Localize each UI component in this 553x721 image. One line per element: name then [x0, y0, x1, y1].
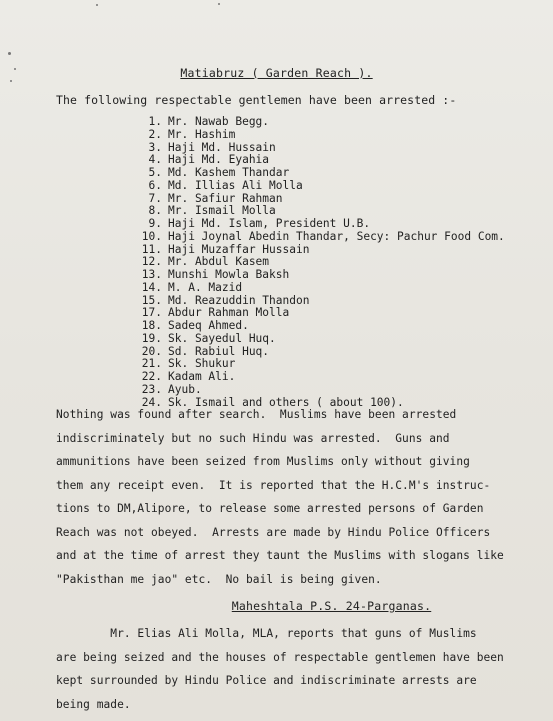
text-line: are being seized and the houses of respectable gentlemen have been: [56, 650, 504, 664]
paragraph-search-report: [56, 403, 546, 591]
text-line: "Pakisthan me jao" etc. No bail is being given.: [56, 572, 382, 586]
list-item-name: M. A. Mazid: [168, 280, 243, 294]
text-line: Reach was not obeyed. Arrests are made by Hindu Police Officers: [56, 525, 491, 539]
list-item-number: 11.: [141, 242, 162, 256]
list-item-number: 18.: [141, 319, 162, 332]
scan-speck: [96, 4, 98, 6]
list-item-number: 3.: [148, 140, 162, 154]
list-item-name: Haji Md. Islam, President U.B.: [168, 217, 371, 230]
text-line: tions to DM,Alipore, to release some arrested persons of Garden: [56, 502, 484, 515]
list-item-number: 13.: [141, 268, 162, 281]
list-item-number: 9.: [148, 217, 162, 230]
text-line: kept surrounded by Hindu Police and indiscriminate arrests are: [56, 674, 477, 687]
section-heading-maheshtala: Maheshtala P.S. 24-Parganas.: [231, 599, 432, 613]
list-item-name: Md. Kashem Thandar: [168, 166, 290, 179]
list-item-number: 8.: [148, 204, 162, 218]
list-item-name: Haji Md. Eyahia: [168, 153, 270, 167]
list-item-name: Sadeq Ahmed.: [168, 319, 249, 332]
list-item-number: 23.: [141, 382, 162, 396]
list-item-number: 24.: [141, 395, 162, 409]
list-item-name: Haji Joynal Abedin Thandar, Secy: Pachur Food Com.: [168, 229, 505, 243]
text-line: being made.: [56, 697, 131, 711]
list-item-number: 4.: [148, 153, 162, 167]
text-line: Nothing was found after search. Muslims have been arrested: [56, 408, 457, 421]
list-item-name: Mr. Abdul Kasem: [168, 255, 270, 269]
list-item-name: Mr. Hashim: [168, 127, 236, 141]
list-item-number: 1.: [148, 115, 162, 128]
list-item-name: Mr. Ismail Molla: [168, 204, 276, 218]
intro-text: The following respectable gentlemen have been arrested :-: [56, 93, 457, 107]
arrested-list: [140, 116, 505, 409]
list-item-number: 20.: [141, 344, 162, 358]
list-item-name: Sk. Shukur: [168, 357, 236, 371]
text-line: ammunitions have been seized from Muslims only without giving: [56, 455, 470, 468]
list-item-number: 21.: [141, 357, 162, 371]
list-item-name: Abdur Rahman Molla: [168, 306, 290, 320]
list-item-name: Sd. Rabiul Huq.: [168, 344, 270, 358]
list-item-number: 2.: [148, 127, 162, 141]
list-item-number: 17.: [141, 306, 162, 320]
list-item-name: Mr. Safiur Rahman: [168, 191, 283, 205]
paragraph-maheshtala-report: [56, 622, 546, 716]
list-item-name: Haji Md. Hussain: [168, 140, 276, 154]
list-item-number: 6.: [148, 178, 162, 192]
scan-speck: [8, 52, 11, 55]
list-item-name: Kadam Ali.: [168, 370, 236, 383]
list-item-name: Md. Illias Ali Molla: [168, 178, 303, 192]
list-item-number: 22.: [141, 370, 162, 383]
list-item-number: 5.: [148, 166, 162, 179]
section-heading-garden-reach: Matiabruz ( Garden Reach ).: [180, 66, 373, 80]
scan-speck: [10, 80, 12, 82]
list-item-number: 10.: [141, 229, 162, 243]
list-item-number: 7.: [148, 191, 162, 205]
list-item-number: 19.: [141, 331, 162, 345]
list-item-number: 15.: [141, 293, 162, 307]
list-item-name: Md. Reazuddin Thandon: [168, 293, 310, 307]
list-item-name: Mr. Nawab Begg.: [168, 115, 270, 128]
list-item-name: Sk. Sayedul Huq.: [168, 331, 276, 345]
list-item-name: Ayub.: [168, 382, 202, 396]
scan-speck: [218, 3, 220, 5]
list-item-name: Haji Muzaffar Hussain: [168, 242, 310, 256]
text-line: them any receipt even. It is reported that the H.C.M's instruc-: [56, 478, 491, 492]
list-item-number: 12.: [141, 255, 162, 269]
text-line: Mr. Elias Ali Molla, MLA, reports that guns of Muslims: [56, 627, 477, 640]
text-line: indiscriminately but no such Hindu was arrested. Guns and: [56, 431, 450, 445]
list-item-number: 14.: [141, 280, 162, 294]
list-item-name: Sk. Ismail and others ( about 100).: [168, 395, 404, 409]
list-item-name: Munshi Mowla Baksh: [168, 268, 290, 281]
text-line: and at the time of arrest they taunt the Muslims with slogans like: [56, 549, 504, 562]
